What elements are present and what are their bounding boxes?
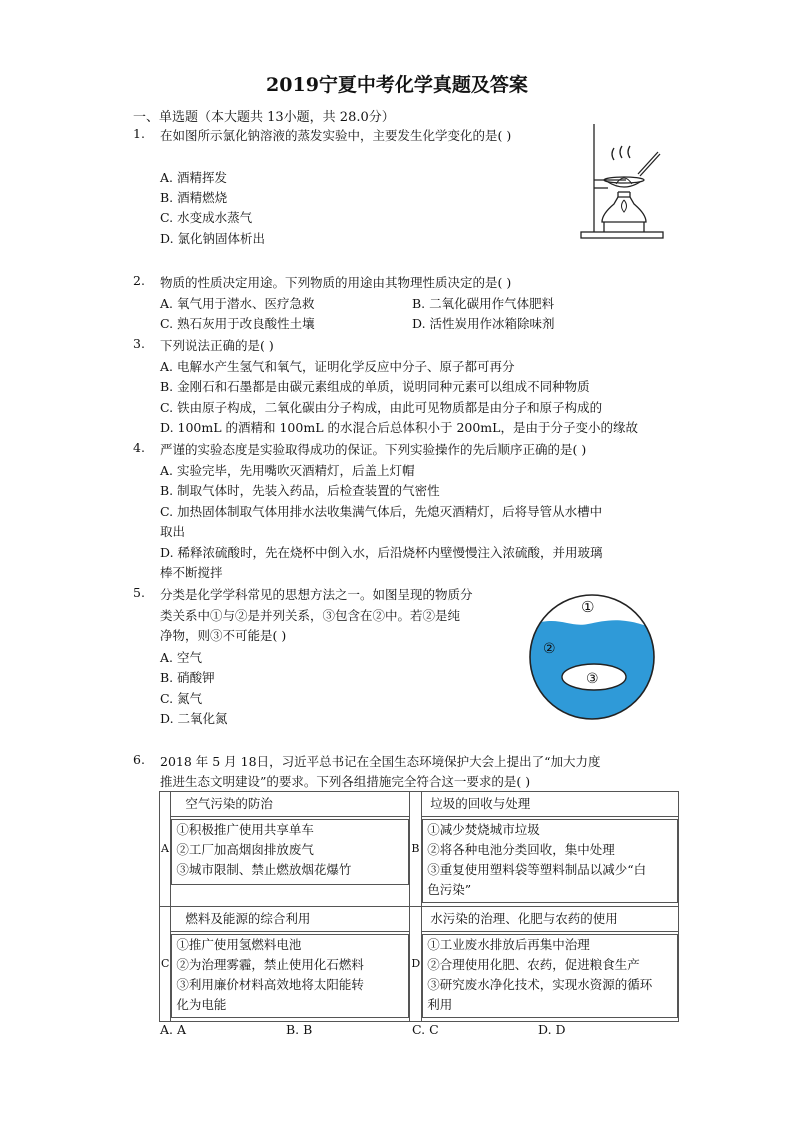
table-label-d: D (410, 907, 422, 1022)
q5-option-d: D. 二氧化氮 (160, 711, 228, 726)
q1-stem: 在如图所示氯化钠溶液的蒸发实验中，主要发生化学变化的是( ) (160, 128, 512, 143)
table-b-item-3-cont: 色污染” (427, 882, 472, 897)
q3-number: 3. (133, 336, 145, 351)
q3-option-d: D. 100mL 的酒精和 100mL 的水混合后总体积小于 200mL，是由于分子变小的缘故 (160, 420, 638, 435)
q6-stem-line1: 2018 年 5 月 18日，习近平总书记在全国生态环境保护大会上提出了“加大力度 (160, 754, 601, 769)
q5-option-b: B. 硝酸钾 (160, 670, 215, 685)
table-b-item-1: ①减少焚烧城市垃圾 (427, 822, 540, 837)
table-header-a: 空气污染的防治 (171, 792, 410, 817)
q2-option-b: B. 二氧化碳用作气体肥料 (412, 296, 555, 311)
classification-circle-figure (528, 578, 658, 738)
q1-option-d: D. 氯化钠固体析出 (160, 231, 266, 246)
table-cell-d (422, 932, 679, 1022)
q2-number: 2. (133, 273, 145, 288)
q2-option-d: D. 活性炭用作冰箱除味剂 (412, 316, 555, 331)
q3-option-a: A. 电解水产生氢气和氧气，证明化学反应中分子、原子都可再分 (160, 359, 515, 374)
q4-stem: 严谨的实验态度是实验取得成功的保证。下列实验操作的先后顺序正确的是( ) (160, 442, 587, 457)
table-a-item-3: ③城市限制、禁止燃放烟花爆竹 (176, 862, 352, 877)
q6-options-table (159, 791, 679, 1022)
table-header-c: 燃料及能源的综合利用 (171, 907, 410, 932)
table-cell-c (171, 932, 410, 1022)
table-cell-a (171, 817, 410, 907)
q4-option-c-cont: 取出 (160, 524, 186, 539)
table-d-item-2: ②合理使用化肥、农药，促进粮食生产 (427, 957, 640, 972)
table-d-item-3: ③研究废水净化技术，实现水资源的循环 (427, 977, 653, 992)
q4-option-b: B. 制取气体时，先装入药品，后检查装置的气密性 (160, 483, 440, 498)
figure-label-3: ③ (586, 671, 599, 687)
q1-option-c: C. 水变成水蒸气 (160, 210, 253, 225)
q5-stem-line1: 分类是化学学科常见的思想方法之一。如图呈现的物质分 (160, 587, 473, 602)
q6-option-b: B. B (286, 1022, 313, 1037)
q2-stem: 物质的性质决定用途。下列物质的用途由其物理性质决定的是( ) (160, 275, 512, 290)
table-label-a: A (160, 792, 171, 907)
q5-stem-line2: 类关系中①与②是并列关系，③包含在②中。若②是纯 (160, 608, 461, 623)
q6-option-c: C. C (412, 1022, 439, 1037)
page-title: 2019宁夏中考化学真题及答案 (266, 74, 528, 96)
q3-option-b: B. 金刚石和石墨都是由碳元素组成的单质，说明同种元素可以组成不同种物质 (160, 379, 590, 394)
q5-number: 5. (133, 585, 145, 600)
table-c-item-2: ②为治理雾霾，禁止使用化石燃料 (176, 957, 364, 972)
q3-stem: 下列说法正确的是( ) (160, 338, 274, 353)
q4-option-d-cont: 棒不断搅拌 (160, 565, 223, 580)
q5-option-c: C. 氮气 (160, 691, 203, 706)
q3-option-c: C. 铁由原子构成，二氧化碳由分子构成，由此可见物质都是由分子和原子构成的 (160, 400, 603, 415)
q2-option-c: C. 熟石灰用于改良酸性土壤 (160, 316, 315, 331)
table-c-item-3-cont: 化为电能 (176, 997, 227, 1012)
table-d-item-1: ①工业废水排放后再集中治理 (427, 937, 590, 952)
q4-option-c: C. 加热固体制取气体用排水法收集满气体后，先熄灭酒精灯，后将导管从水槽中 (160, 504, 603, 519)
q6-number: 6. (133, 752, 145, 767)
table-header-b: 垃圾的回收与处理 (422, 792, 679, 817)
section-heading: 一、单选题（本大题共 13小题，共 28.0分） (133, 110, 395, 125)
table-c-item-1: ①推广使用氢燃料电池 (176, 937, 302, 952)
table-b-item-2: ②将各种电池分类回收，集中处理 (427, 842, 615, 857)
figure-label-2: ② (543, 641, 556, 657)
q5-stem-line3: 净物，则③不可能是( ) (160, 628, 287, 643)
table-cell-b (422, 817, 679, 907)
table-header-d: 水污染的治理、化肥与农药的使用 (422, 907, 679, 932)
q4-option-a: A. 实验完毕，先用嘴吹灭酒精灯，后盖上灯帽 (160, 463, 415, 478)
table-label-b: B (410, 792, 422, 907)
evaporation-apparatus-figure (578, 122, 668, 240)
table-label-c: C (160, 907, 171, 1022)
q5-option-a: A. 空气 (160, 650, 202, 665)
table-a-item-2: ②工厂加高烟囱排放废气 (176, 842, 314, 857)
q1-number: 1. (133, 126, 145, 141)
q1-option-a: A. 酒精挥发 (160, 170, 227, 185)
q6-option-a: A. A (160, 1022, 187, 1037)
q4-option-d: D. 稀释浓硫酸时，先在烧杯中倒入水，后沿烧杯内壁慢慢注入浓硫酸，并用玻璃 (160, 545, 603, 560)
figure-label-1: ① (581, 598, 595, 616)
table-d-item-3-cont: 利用 (427, 997, 453, 1012)
q6-option-d: D. D (538, 1022, 566, 1037)
q4-number: 4. (133, 440, 145, 455)
q6-stem-line2: 推进生态文明建设”的要求。下列各组措施完全符合这一要求的是( ) (160, 774, 531, 789)
q1-option-b: B. 酒精燃烧 (160, 190, 228, 205)
table-a-item-1: ①积极推广使用共享单车 (176, 822, 314, 837)
table-c-item-3: ③利用廉价材料高效地将太阳能转 (176, 977, 364, 992)
table-b-item-3: ③重复使用塑料袋等塑料制品以减少“白 (427, 862, 647, 877)
q2-option-a: A. 氧气用于潜水、医疗急救 (160, 296, 315, 311)
